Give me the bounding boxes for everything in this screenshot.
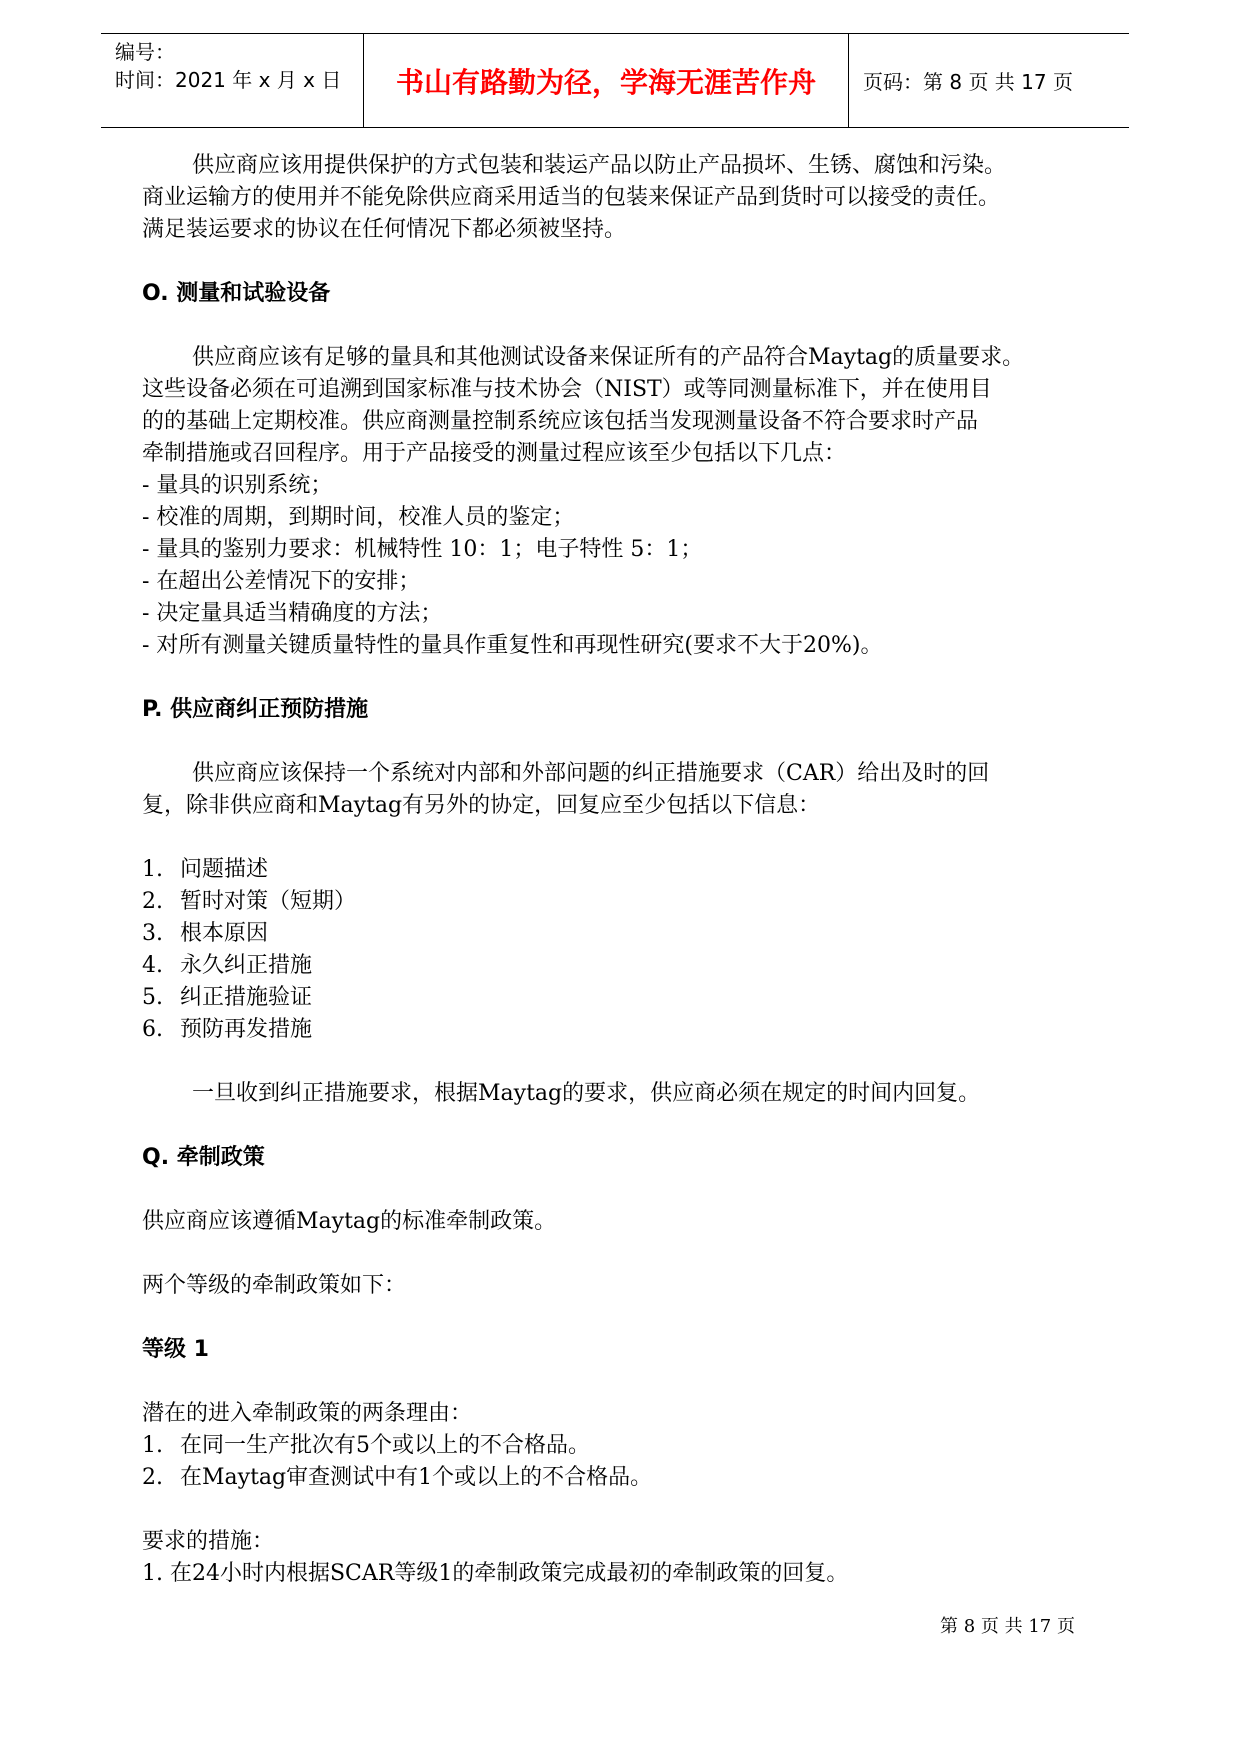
- page-footer: 第 8 页 共 17 页: [940, 1616, 1075, 1637]
- list-text: 永久纠正措施: [180, 953, 313, 978]
- list-item: - 决定量具适当精确度的方法；: [142, 601, 443, 626]
- list-number: 1.: [142, 1433, 163, 1458]
- page-header: [101, 33, 1129, 128]
- paragraph: 1. 在24小时内根据SCAR等级1的牵制政策完成最初的牵制政策的回复。: [142, 1561, 849, 1586]
- header-page-info: 页码：第 8 页 共 17 页: [863, 70, 1073, 94]
- list-number: 6.: [142, 1017, 163, 1042]
- document-number-label: 编号：: [115, 40, 175, 64]
- paragraph: 潜在的进入牵制政策的两条理由：: [142, 1401, 473, 1426]
- list-item: - 量具的鉴别力要求：机械特性 10：1；电子特性 5：1；: [142, 537, 703, 562]
- paragraph: 满足装运要求的协议在任何情况下都必须被坚持。: [142, 217, 627, 242]
- section-heading-q: Q. 牵制政策: [142, 1145, 265, 1170]
- header-motto: 书山有路勤为径，学海无涯苦作舟: [363, 34, 849, 127]
- list-text: 根本原因: [180, 921, 269, 946]
- paragraph: 牵制措施或召回程序。用于产品接受的测量过程应该至少包括以下几点：: [142, 441, 847, 466]
- list-item: - 对所有测量关键质量特性的量具作重复性和再现性研究(要求不大于20%)。: [142, 633, 883, 658]
- list-number: 1.: [142, 857, 163, 882]
- list-item: [142, 950, 1102, 982]
- paragraph: 两个等级的牵制政策如下：: [142, 1273, 407, 1298]
- list-item: [142, 982, 1102, 1014]
- list-text: 在同一生产批次有5个或以上的不合格品。: [180, 1433, 590, 1458]
- list-number: 3.: [142, 921, 163, 946]
- list-item: [142, 854, 1102, 886]
- list-item: - 量具的识别系统；: [142, 473, 333, 498]
- document-body: [142, 150, 1102, 1590]
- list-number: 4.: [142, 953, 163, 978]
- paragraph: 供应商应该遵循Maytag的标准牵制政策。: [142, 1209, 557, 1234]
- list-number: 2.: [142, 1465, 163, 1490]
- list-item: [142, 1462, 1102, 1494]
- document-time: 时间：2021 年 x 月 x 日: [115, 68, 342, 92]
- paragraph: 复，除非供应商和Maytag有另外的协定，回复应至少包括以下信息：: [142, 793, 821, 818]
- list-text: 暂时对策（短期）: [180, 889, 357, 914]
- list-text: 在Maytag审查测试中有1个或以上的不合格品。: [180, 1465, 653, 1490]
- section-heading-p: P. 供应商纠正预防措施: [142, 697, 369, 722]
- list-item: - 在超出公差情况下的安排；: [142, 569, 421, 594]
- paragraph: 一旦收到纠正措施要求，根据Maytag的要求，供应商必须在规定的时间内回复。: [192, 1081, 981, 1106]
- list-item: [142, 886, 1102, 918]
- paragraph: 这些设备必须在可追溯到国家标准与技术协会（NIST）或等同测量标准下，并在使用目: [142, 377, 992, 402]
- list-item: [142, 918, 1102, 950]
- paragraph: 的的基础上定期校准。供应商测量控制系统应该包括当发现测量设备不符合要求时产品: [142, 409, 979, 434]
- list-item: - 校准的周期，到期时间，校准人员的鉴定；: [142, 505, 575, 530]
- list-text: 预防再发措施: [180, 1017, 313, 1042]
- section-heading-o: O. 测量和试验设备: [142, 281, 331, 306]
- list-number: 2.: [142, 889, 163, 914]
- paragraph: 供应商应该用提供保护的方式包装和装运产品以防止产品损坏、生锈、腐蚀和污染。: [192, 153, 1007, 178]
- header-meta: [101, 34, 363, 127]
- paragraph: 供应商应该有足够的量具和其他测试设备来保证所有的产品符合Maytag的质量要求。: [192, 345, 1025, 370]
- paragraph: 要求的措施：: [142, 1529, 275, 1554]
- paragraph: 商业运输方的使用并不能免除供应商采用适当的包装来保证产品到货时可以接受的责任。: [142, 185, 1001, 210]
- level-heading: 等级 1: [142, 1337, 209, 1362]
- list-text: 纠正措施验证: [180, 985, 313, 1010]
- list-item: [142, 1014, 1102, 1046]
- paragraph: 供应商应该保持一个系统对内部和外部问题的纠正措施要求（CAR）给出及时的回: [192, 761, 990, 786]
- list-number: 5.: [142, 985, 163, 1010]
- list-text: 问题描述: [180, 857, 269, 882]
- list-item: [142, 1430, 1102, 1462]
